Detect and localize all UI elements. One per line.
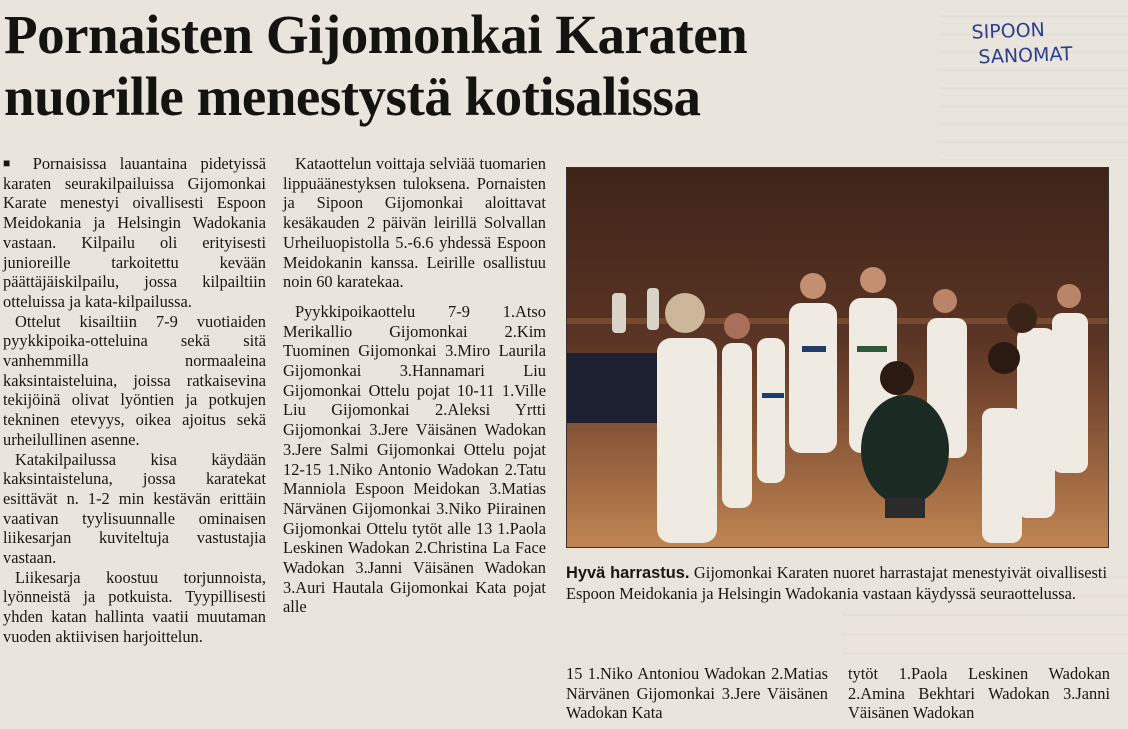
source-note-line-2: SANOMAT (978, 43, 1073, 69)
photo-caption (566, 563, 1107, 603)
square-bullet-icon: ■ (3, 156, 20, 170)
source-note-line-1: SIPOON (971, 19, 1046, 44)
handwritten-source-note (971, 15, 1123, 70)
column2-results: Pyykkipoikaottelu 7-9 1.Atso Merikallio Gijomonkai 2.Kim Tuominen Gijomonkai 3.Miro Laurila Gijomonkai 3.Hannamari Liu Gijomonkai Ottelu pojat 10-11 1.Ville Liu Gijomonkai 2.Aleksi Yrtti Gijomonkai 3.Jere Väisänen Wadokan 3.Jere Salmi Gijomonkai Ottelu pojat 12-15 1.Niko Antonio Wadokan 2.Tatu Manniola Espoon Meidokan 3.Matias Närvänen Gijomonkai 3.Niko Piirainen Gijomonkai Ottelu tytöt alle 13 1.Paola Leskinen Wadokan 2.Christina La Face Wadokan 3.Janni Väisänen Wadokan 3.Auri Hautala Gijomonkai Kata pojat alle (283, 301, 546, 617)
article-column-4 (848, 664, 1110, 723)
column2-paragraph-1: Kataottelun voittaja selviää tuomarien lippuäänestyksen tuloksena. Pornaisten ja Sipoon Gijomonkai aloittavat kesäkauden 2 päivän leirillä Solvallan Urheiluopistolla 5.-6.6 yhdessä Espoon Meidokanin kanssa. Leirille osallistuu noin 60 karatekaa. (283, 154, 546, 292)
headline-line-2: nuorille menestystä kotisalissa (4, 66, 701, 127)
headline-line-1: Pornaisten Gijomonkai Karaten (4, 4, 748, 65)
column1-paragraph-3: Katakilpailussa kisa käydään kaksintaisteluna, jossa karatekat esittävät n. 1-2 min kestävän erittäin vaativan tyylisuunnalle ominaisen liikesarjan kuviteltuja vastustajia vastaan. (3, 449, 266, 568)
article-column-3 (566, 664, 828, 723)
caption-lead: Hyvä harrastus. (566, 564, 690, 582)
karate-photo-illustration (567, 168, 1108, 547)
column4-text: tytöt 1.Paola Leskinen Wadokan 2.Amina Bekhtari Wadokan 3.Janni Väisänen Wadokan (848, 664, 1110, 723)
karate-photo (566, 167, 1109, 548)
article-headline (4, 4, 964, 128)
column1-paragraph-1-text: Pornaisissa lauantaina pidetyissä karaten seurakilpailuissa Gijomonkai Karate menestyi oivallisesti Espoon Meidokania ja Helsingin Wadokania vastaan. Kilpailu oli erityisesti junioreille tarkoitettu kevään päättäjäiskilpailu, jossa kilpailtiin otteluissa ja kata-kilpailussa. (3, 154, 266, 311)
column1-paragraph-4: Liikesarja koostuu torjunnoista, lyönneistä ja potkuista. Tyypillisesti yhden katan hallinta vaatii muutaman vuoden aktiivisen harjoittelun. (3, 567, 266, 646)
column1-paragraph-1 (3, 154, 266, 312)
article-column-2 (283, 154, 546, 617)
column3-text: 15 1.Niko Antoniou Wadokan 2.Matias Närvänen Gijomonkai 3.Jere Väisänen Wadokan Kata (566, 664, 828, 723)
caption-text: Gijomonkai Karaten nuoret harrastajat menestyivät oivallisesti Espoon Meidokania ja Helsingin Wadokania vastaan käydyssä seuraottelussa. (566, 563, 1108, 603)
article-column-1 (3, 154, 266, 647)
column1-paragraph-2: Ottelut kisailtiin 7-9 vuotiaiden pyykkipoika-otteluina sekä sitä vanhemmilla normaaleina kaksintaisteluina, joissa ratkaisevina tekijöinä olivat lyöntien ja potkujen tekninen etevyys, oikea ajoitus sekä urheilullinen asenne. (3, 311, 266, 449)
